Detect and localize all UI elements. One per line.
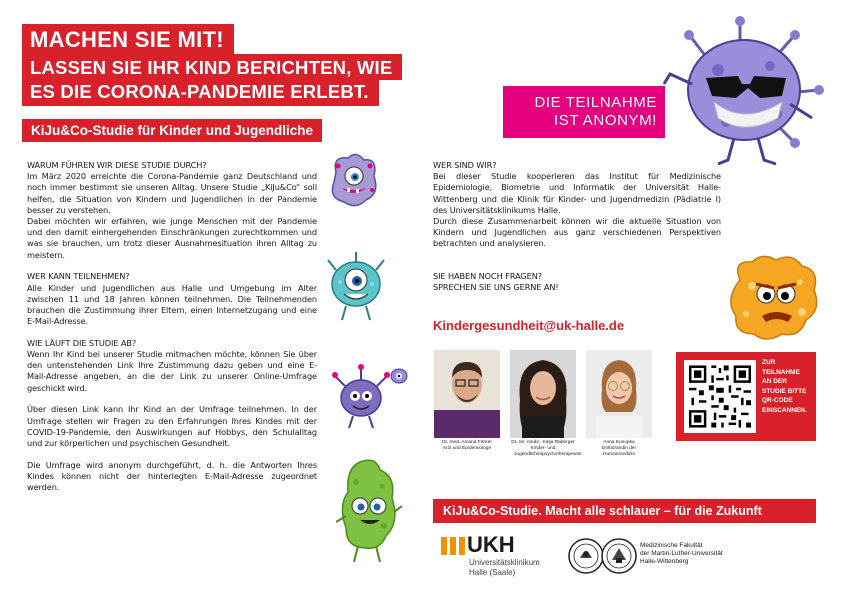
team-caption-konopka [576,440,662,458]
qr-text-2: TEILNAHME [762,368,800,376]
team-photo-fuehrer [434,350,500,438]
team-caption-raberger [500,440,586,458]
team-role-konopka: Doktorandin der Humanmedizin [601,446,637,457]
monster-purple-group-illustration [327,360,413,432]
section-how-paragraph-2: Über diesen Link kann Ihr Kind an der Umfrage teilnehmen. In der Umfrage stellen wir Fragen zu den Erfahrungen Ihres Kindes mit der COVID-19-Pandemie, den Auswirkungen auf Hobbys, den Schulalltag und zur körperlichen und psychischen Gesundheit. [27,404,317,448]
section-why-paragraph-2: Dabei möchten wir erfahren, wie junge Menschen mit der Pandemie und den damit einhergehenden Einschränkungen zurechtkommen und was sie brauchen, um trotz dieser Ausnahmesituation ihren Alltag zu meistern. [27,216,317,260]
university-seals-logo [568,536,638,576]
team-name-konopka: Anna Konopka [603,440,635,445]
qr-text-1: ZUR [762,359,776,366]
qr-text-4: STUDIE BITTE [762,387,807,395]
headline-line3: ES DIE CORONA-PANDEMIE ERLEBT. [22,78,379,106]
virus-sunglasses-illustration [648,14,828,174]
contact-email-link[interactable]: Kindergesundheit@uk-halle.de [433,318,625,333]
section-how-title: WIE LÄUFT DIE STUDIE AB? [27,337,137,348]
footer-slogan-bar: KiJu&Co-Studie. Macht alle schlauer – für die Zukunft [433,499,816,523]
team-caption-fuehrer [424,440,510,452]
ukh-sub-line1: Universitätsklinikum [469,558,540,567]
anonymous-badge [503,86,665,138]
ukh-logo-icon [441,537,465,555]
section-how-paragraph-3: Die Umfrage wird anonym durchgeführt, d. h. die Antworten Ihres Kindes können nicht der hinterlegten E-Mail-Adresse zugeordnet werden. [27,459,317,493]
section-why-paragraph-1: Im März 2020 erreichte die Corona-Pandemie ganz Deutschland und noch immer bestimmt sie unseren Alltag. Unsere Studie „KiJu&Co“ soll helfen, die Situation von Kindern und Jugendlichen in der Pandemie besser zu verstehen. [27,171,317,215]
questions-line1: SIE HABEN NOCH FRAGEN? [433,270,543,281]
qr-code[interactable] [684,360,756,433]
monster-orange-illustration [722,250,826,346]
medf-line1: Medizinische Fakultät [640,542,703,549]
qr-instructions [762,358,807,415]
ukh-logo-text: UKH [467,532,515,557]
ukh-sub-line2: Halle (Saale) [469,568,516,577]
section-why-title: WARUM FÜHREN WIR DIESE STUDIE DURCH? [27,160,207,170]
study-subtitle-bar: KiJu&Co-Studie für Kinder und Jugendliche [22,119,322,142]
medf-line3: Halle-Wittenberg [640,558,689,565]
ukh-subtitle [469,558,540,578]
section-who-can-paragraph: Alle Kinder und Jugendlichen aus Halle und Umgebung im Alter zwischen 11 und 18 Jahren können teilnehmen. Die Teilnehmenden brauchen die Zustimmung ihrer Eltern, einen Internetzugang und eine E-Mail-Adresse. [27,282,317,327]
right-text-column [433,160,721,293]
section-who-we-are-paragraph-1: Bei dieser Studie kooperieren das Institut für Medizinische Epidemiologie, Biometrie und Informatik der Universität Halle-Wittenberg und die Klinik für Kinder- und Jugendmedizin (Pädiatrie I) des Universitätsklinikums Halle. [433,171,721,215]
medf-line2: der Martin-Luther-Universität [640,550,723,557]
anonymous-badge-line1: DIE TEILNAHME [534,94,657,111]
medical-faculty-text [640,542,723,566]
left-text-column [27,160,317,493]
section-who-can-title: WER KANN TEILNEHMEN? [27,271,130,282]
qr-code-pattern [684,360,756,433]
team-role-fuehrer: Arzt und Epidemiologe [442,446,492,451]
section-who-we-are-paragraph-2: Durch diese Zusammenarbeit können wir die aktuelle Situation von Kindern und Jugendlichen aus ganz verschiedenen Perspektiven betrachten und analysieren. [433,216,721,249]
section-who-we-are-title: WER SIND WIR? [433,160,497,170]
monster-teal-illustration [326,250,386,324]
team-name-raberger: Dr. rer. medic. Katja Raberger [511,440,575,445]
team-photo-raberger [510,350,576,438]
team-name-fuehrer: Dr. med. Amand Führer [442,440,492,445]
anonymous-badge-line2: IST ANONYM! [553,112,657,129]
headline-line2: LASSEN SIE IHR KIND BERICHTEN, WIE [22,54,402,80]
monster-green-illustration [336,456,404,568]
qr-text-3: AN DER [762,378,787,385]
qr-text-6: EINSCANNEN. [762,406,807,414]
monster-pink-illustration [326,152,382,214]
section-how-paragraph-1: Wenn Ihr Kind bei unserer Studie mitmachen möchte, können Sie über den untenstehenden Link Ihre Zustimmung dazu geben und eine E-Mail-Adresse angeben, an die der Link zu unserer Online-Umfrage geschickt wird. [27,349,317,393]
headline-line1: MACHEN SIE MIT! [22,24,234,54]
qr-text-5: QR-CODE [762,397,793,404]
team-photo-konopka [586,350,652,438]
qr-code-box [676,352,816,441]
questions-line2: SPRECHEN SIE UNS GERNE AN! [433,281,559,292]
team-role-raberger: Kinder- und Jugendlichenpsychotherapeutin [514,446,582,457]
